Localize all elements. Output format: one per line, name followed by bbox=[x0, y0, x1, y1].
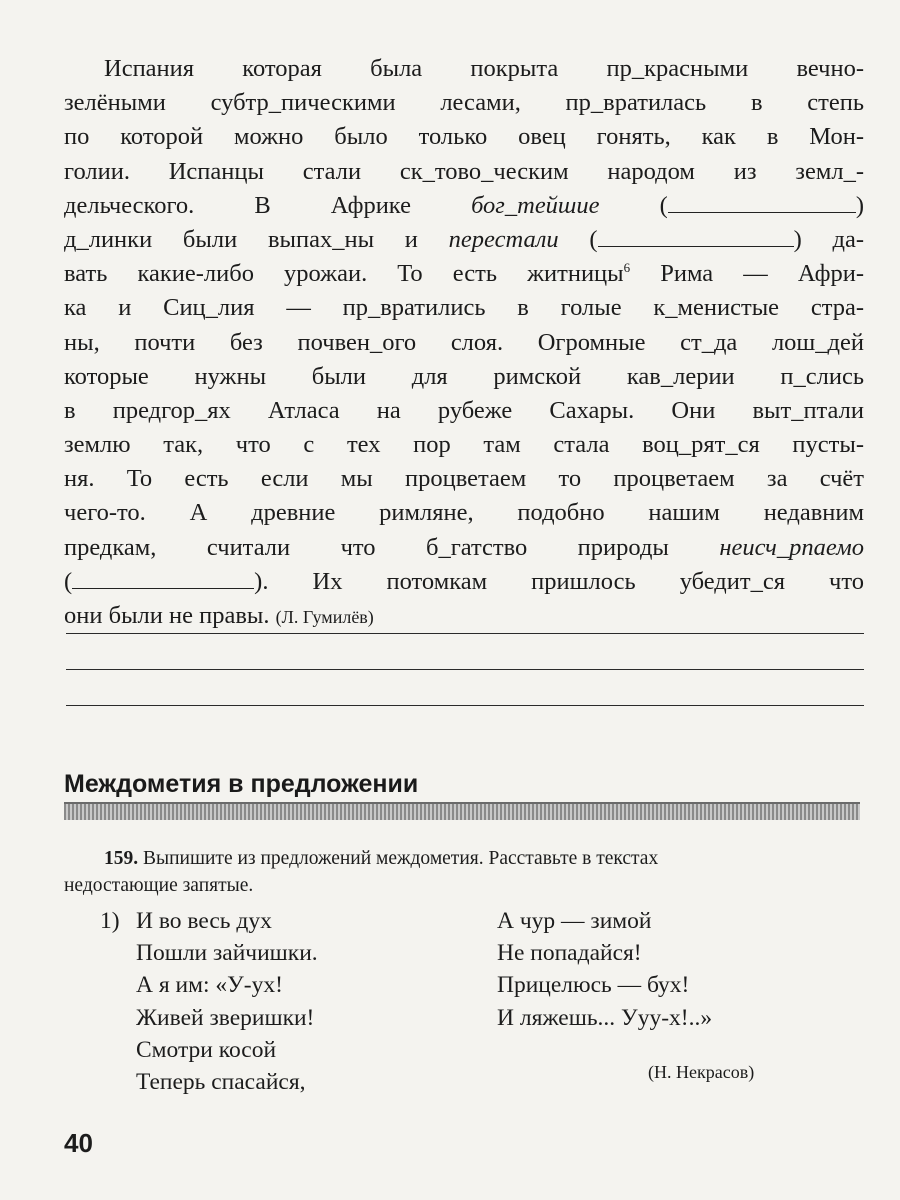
fill-in-blank[interactable] bbox=[598, 224, 794, 247]
passage-line: ны, почти без почвен_ого слоя. Огромные ст_да лош_дей bbox=[64, 328, 864, 356]
poem-line: Прицелюсь — бух! bbox=[497, 972, 690, 999]
poem-line: Теперь спасайся, bbox=[136, 1069, 306, 1096]
passage-line: Испания которая была покрыта пр_красными вечно- bbox=[104, 55, 864, 82]
poem-number: 1) bbox=[100, 908, 120, 934]
passage-text: дельческого. В Африке bbox=[64, 191, 411, 219]
italic-word: неисч_рпаемо bbox=[719, 533, 864, 561]
passage-author: (Л. Гумилёв) bbox=[275, 607, 374, 627]
passage-text: Рима — Афри- bbox=[630, 260, 865, 288]
poem-author: (Н. Некрасов) bbox=[648, 1062, 755, 1082]
passage-line bbox=[64, 223, 864, 257]
page-number: 40 bbox=[64, 1128, 93, 1158]
passage-line: землю так, что с тех пор там стала воц_рят_ся пусты- bbox=[64, 431, 864, 459]
poem-line: И во весь дух bbox=[136, 908, 272, 934]
passage-line bbox=[64, 257, 864, 291]
passage-text: вать какие-либо урожаи. То есть житницы bbox=[64, 260, 624, 288]
poem-line: А чур — зимой bbox=[497, 908, 652, 934]
paren-open: ( bbox=[659, 191, 668, 219]
passage-line: по которой можно было только овец гонять, как в Мон- bbox=[64, 123, 864, 151]
passage-line: в предгор_ях Атласа на рубеже Сахары. Они выт_птали bbox=[64, 396, 864, 424]
passage-line: которые нужны были для римской кав_лерии п_слись bbox=[64, 362, 864, 390]
passage-line bbox=[64, 189, 864, 223]
paren-open: ( bbox=[64, 567, 73, 595]
poem-column-left bbox=[100, 905, 318, 1098]
paren-open: ( bbox=[589, 225, 598, 253]
task-text: недостающие запятые. bbox=[64, 875, 254, 896]
passage-line bbox=[64, 531, 864, 565]
passage-text: ). Их потомкам пришлось убедит_ся что bbox=[254, 567, 864, 595]
paren-close: ) bbox=[855, 191, 864, 219]
answer-line[interactable] bbox=[66, 670, 864, 706]
passage-text: ) да- bbox=[793, 225, 865, 253]
footnote-marker: 6 bbox=[623, 259, 631, 275]
answer-lines bbox=[66, 598, 864, 706]
poem-line: Смотри косой bbox=[136, 1036, 277, 1063]
passage-line: зелёными субтр_пическими лесами, пр_вратилась в степь bbox=[64, 89, 864, 117]
poem-line: Живей зверишки! bbox=[136, 1004, 315, 1031]
task-text: Выпишите из предложений междометия. Расставьте в текстах bbox=[138, 848, 659, 869]
fill-in-blank[interactable] bbox=[668, 190, 856, 213]
task-instruction bbox=[64, 845, 864, 899]
passage-line: чего-то. А древние римляне, подобно нашим недавним bbox=[64, 499, 864, 527]
passage-line: голии. Испанцы стали ск_тово_ческим народом из земл_- bbox=[64, 157, 864, 185]
section-title: Междометия в предложении bbox=[64, 770, 419, 798]
section-divider bbox=[64, 802, 860, 820]
italic-word: бог_тейшие bbox=[471, 191, 600, 219]
passage-text: они были не правы. bbox=[64, 602, 270, 629]
poem-column-right bbox=[497, 905, 712, 1034]
poem-line: И ляжешь... Ууу-х!..» bbox=[497, 1004, 713, 1031]
answer-line[interactable] bbox=[66, 598, 864, 634]
italic-word: перестали bbox=[448, 225, 559, 253]
poem-line: Не попадайся! bbox=[497, 940, 642, 967]
poem-line: Пошли зайчишки. bbox=[136, 940, 318, 967]
poem-line: А я им: «У-ух! bbox=[136, 972, 283, 999]
passage-line: ка и Сиц_лия — пр_вратились в голые к_менистые стра- bbox=[64, 294, 864, 322]
passage-line: ня. То есть если мы процветаем то процветаем за счёт bbox=[64, 465, 864, 493]
passage-line bbox=[64, 565, 864, 599]
fill-in-blank[interactable] bbox=[72, 566, 254, 589]
passage-text: д_линки были выпах_ны и bbox=[64, 225, 418, 253]
task-number: 159. bbox=[104, 848, 139, 869]
passage-text: предкам, считали что б_гатство природы bbox=[64, 533, 669, 561]
answer-line[interactable] bbox=[66, 634, 864, 670]
exercise-passage bbox=[64, 52, 864, 633]
